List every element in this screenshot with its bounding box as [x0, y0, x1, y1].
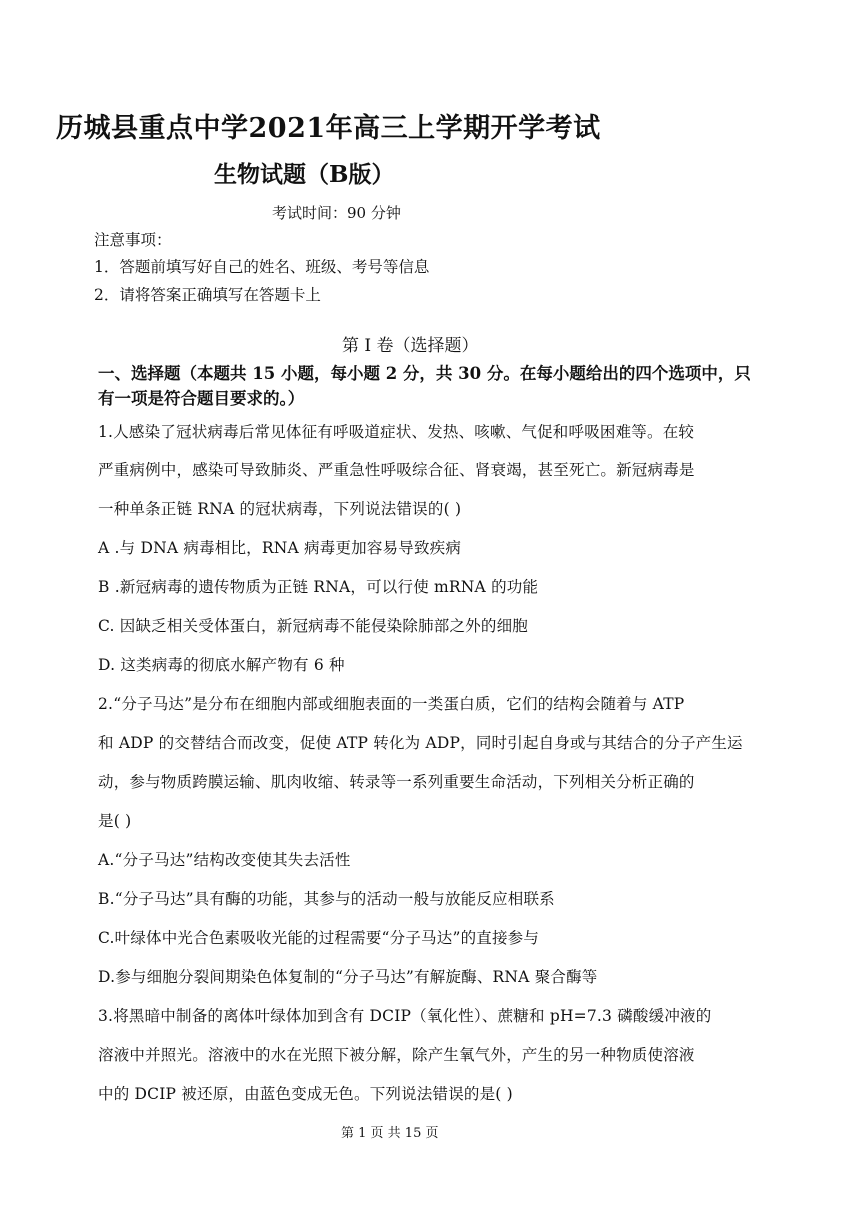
question-stem-line: 溶液中并照光。溶液中的水在光照下被分解，除产生氧气外，产生的另一种物质使溶液 [98, 1046, 695, 1064]
answer-option: C. 因缺乏相关受体蛋白，新冠病毒不能侵染除肺部之外的细胞 [98, 617, 528, 635]
answer-option: A .与 DNA 病毒相比，RNA 病毒更加容易导致疾病 [98, 539, 462, 557]
document-title: 历城县重点中学2021年高三上学期开学考试 [56, 113, 601, 144]
notes-heading: 注意事项： [94, 231, 172, 249]
answer-option: A.“分子马达”结构改变使其失去活性 [98, 851, 351, 869]
question-stem-line: 严重病例中，感染可导致肺炎、严重急性呼吸综合征、肾衰竭，甚至死亡。新冠病毒是 [98, 461, 695, 479]
exam-time: 考试时间：90 分钟 [272, 204, 401, 222]
question-stem-line: 动，参与物质跨膜运输、肌肉收缩、转录等一系列重要生命活动，下列相关分析正确的 [98, 773, 695, 791]
document-subtitle: 生物试题（B版） [214, 161, 395, 188]
part-instructions-line: 一、选择题（本题共 15 小题，每小题 2 分，共 30 分。在每小题给出的四个选项中，只 [98, 364, 751, 383]
answer-option: B .新冠病毒的遗传物质为正链 RNA，可以行使 mRNA 的功能 [98, 578, 539, 596]
note-item: 1．答题前填写好自己的姓名、班级、考号等信息 [94, 258, 430, 276]
question-stem-line: 中的 DCIP 被还原，由蓝色变成无色。下列说法错误的是( ) [98, 1085, 513, 1103]
section-title: 第 I 卷（选择题） [342, 336, 479, 356]
answer-option: D. 这类病毒的彻底水解产物有 6 种 [98, 656, 345, 674]
question-stem-line: 3.将黑暗中制备的离体叶绿体加到含有 DCIP（氧化性）、蔗糖和 pH=7.3 磷酸缓冲液的 [98, 1007, 712, 1025]
question-stem-line: 一种单条正链 RNA 的冠状病毒，下列说法错误的( ) [98, 500, 462, 518]
question-stem-line: 2.“分子马达”是分布在细胞内部或细胞表面的一类蛋白质，它们的结构会随着与 ATP [98, 695, 685, 713]
question-stem-line: 和 ADP 的交替结合而改变，促使 ATP 转化为 ADP，同时引起自身或与其结合的分子产生运 [98, 734, 743, 752]
part-instructions-line: 有一项是符合题目要求的。） [98, 389, 305, 408]
note-item: 2．请将答案正确填写在答题卡上 [94, 286, 321, 304]
answer-option: D.参与细胞分裂间期染色体复制的“分子马达”有解旋酶、RNA 聚合酶等 [98, 968, 598, 986]
question-stem-line: 1.人感染了冠状病毒后常见体征有呼吸道症状、发热、咳嗽、气促和呼吸困难等。在较 [98, 423, 695, 441]
question-stem-line: 是( ) [98, 812, 132, 830]
page-footer: 第 1 页 共 15 页 [341, 1126, 439, 1141]
answer-option: C.叶绿体中光合色素吸收光能的过程需要“分子马达”的直接参与 [98, 929, 540, 947]
answer-option: B.“分子马达”具有酶的功能，其参与的活动一般与放能反应相联系 [98, 890, 555, 908]
